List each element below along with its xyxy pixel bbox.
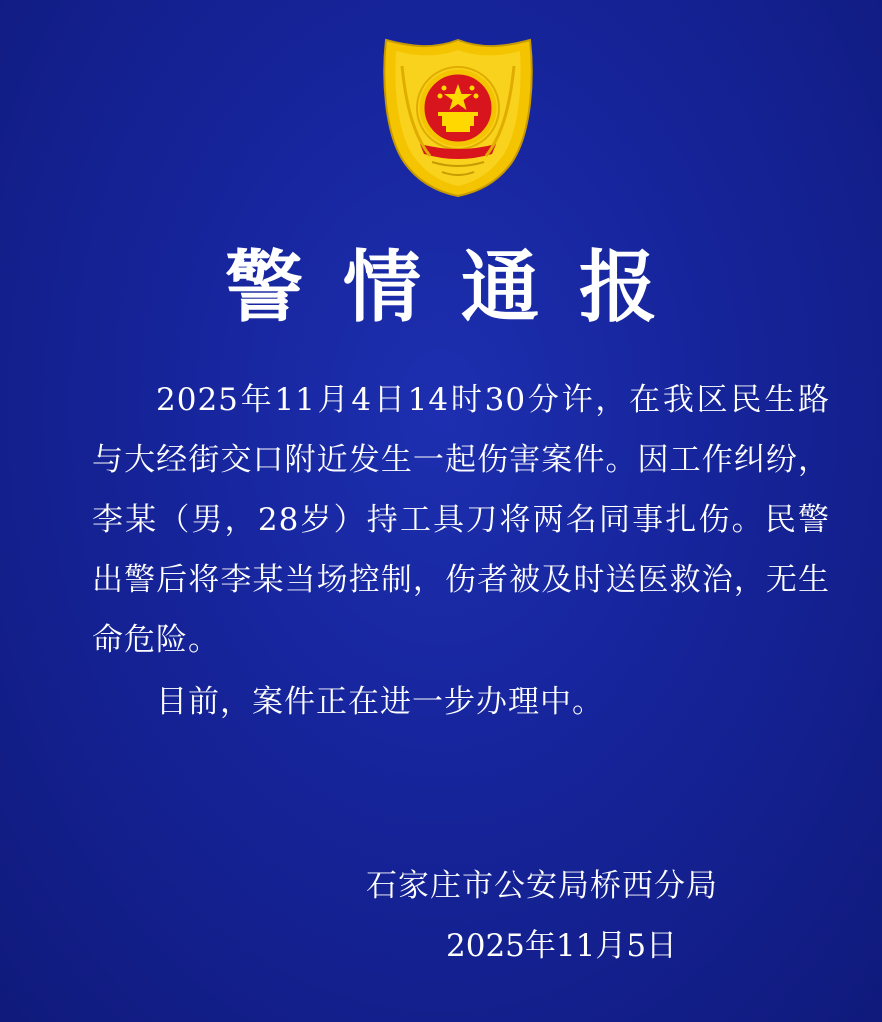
police-badge-icon	[380, 36, 536, 198]
notice-paragraph-1: 2025年11月4日14时30分许，在我区民生路与大经街交口附近发生一起伤害案件。因工作纠纷，李某（男，28岁）持工具刀将两名同事扎伤。民警出警后将李某当场控制，伤者被及时送医救治，无生命危险。	[92, 382, 830, 658]
notice-title: 警情通报	[224, 243, 697, 333]
issuer-name: 石家庄市公安局桥西分局	[366, 868, 718, 904]
issue-date: 2025年11月5日	[446, 928, 678, 964]
notice-paragraph-2: 目前，案件正在进一步办理中。	[156, 684, 604, 720]
